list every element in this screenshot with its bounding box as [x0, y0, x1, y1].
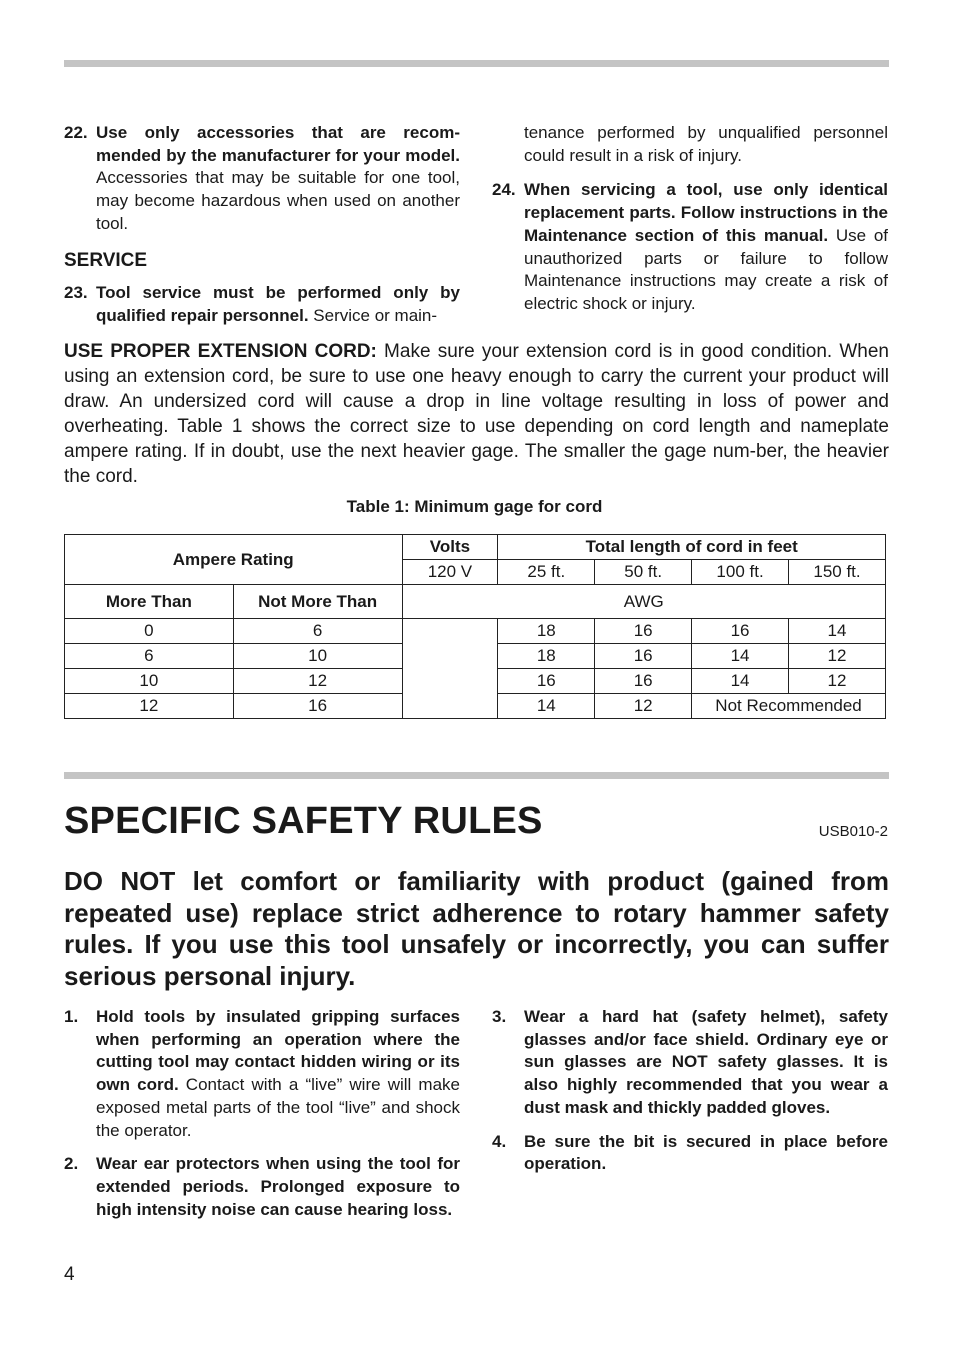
- item-bold-text: When servicing a tool, use only identical replacement parts. Follow instructions in the Maintenance section of this manual.: [524, 180, 888, 245]
- table-cell: 16: [233, 694, 402, 719]
- table-title: Table 1: Minimum gage for cord: [346, 497, 603, 516]
- not-more-than-header: Not More Than: [233, 585, 402, 619]
- bottom-left-column: [64, 1006, 460, 1221]
- rule-item-1: [64, 1006, 460, 1142]
- item-number: 1.: [64, 1007, 79, 1026]
- length-header: 25 ft.: [498, 560, 595, 585]
- table-cell: 14: [692, 669, 789, 694]
- rule-item-3: [492, 1006, 888, 1120]
- length-header: 150 ft.: [789, 560, 886, 585]
- table-header-row: [65, 535, 886, 560]
- table-cell: 16: [595, 644, 692, 669]
- table-cell: 14: [498, 694, 595, 719]
- voltage-cell: 120 V: [402, 560, 498, 585]
- item-number: 23.: [64, 283, 88, 303]
- table-cell: 14: [692, 644, 789, 669]
- rule-item-2: [64, 1153, 460, 1221]
- item-text: Service or main-: [308, 305, 438, 325]
- item-text: tenance performed by unqualified personnel could result in a risk of injury.: [524, 123, 888, 165]
- table-cell: 6: [233, 619, 402, 644]
- cord-gage-table: [64, 534, 886, 719]
- table-cell: 18: [498, 619, 595, 644]
- item-number: 3.: [492, 1007, 507, 1026]
- table-row: [65, 619, 886, 644]
- extension-cord-paragraph: [64, 339, 889, 489]
- total-length-header: Total length of cord in feet: [498, 535, 886, 560]
- top-divider: [64, 60, 889, 67]
- rule-item-4: [492, 1131, 888, 1176]
- item-number: 4.: [492, 1131, 507, 1151]
- item-number: 2.: [64, 1154, 79, 1174]
- length-header: 100 ft.: [692, 560, 789, 585]
- top-right-column: [492, 122, 888, 316]
- not-recommended-cell: Not Recommended: [692, 694, 886, 719]
- table-cell: 0: [65, 619, 234, 644]
- table-cell: 12: [233, 669, 402, 694]
- item-text: Accessories that may be suitable for one tool, may become hazardous when used on another tool.: [96, 168, 460, 233]
- rule-item-22: [64, 122, 460, 236]
- item-bold-text: Wear ear protectors when using the tool for extended periods. Prolonged exposure to high intensity noise can cause hearing loss.: [96, 1154, 460, 1219]
- volts-blank-cell: [402, 619, 498, 719]
- item-bold-text: Be sure the bit is secured in place before operation.: [524, 1131, 888, 1174]
- section-divider: [64, 772, 889, 779]
- item-text: Contact with a “live” wire will make exposed metal parts of the tool “live” and shock the operator.: [96, 1075, 461, 1140]
- table-cell: 12: [789, 644, 886, 669]
- table-header-row: [65, 585, 886, 619]
- table-cell: 10: [65, 669, 234, 694]
- ampere-rating-header: Ampere Rating: [65, 535, 403, 585]
- table-cell: 16: [595, 669, 692, 694]
- top-left-column: [64, 122, 460, 328]
- section-title: SPECIFIC SAFETY RULES: [64, 800, 543, 842]
- rule-item-24: [492, 179, 888, 315]
- length-header: 50 ft.: [595, 560, 692, 585]
- table-cell: 16: [692, 619, 789, 644]
- bottom-right-column: [492, 1006, 888, 1176]
- volts-header: Volts: [402, 535, 498, 560]
- page-number: 4: [64, 1264, 75, 1285]
- table-cell: 6: [65, 644, 234, 669]
- document-code: USB010-2: [818, 823, 888, 840]
- extension-cord-lead: USE PROPER EXTENSION CORD:: [64, 341, 377, 362]
- table-cell: 12: [65, 694, 234, 719]
- item-bold-text: Wear a hard hat (safety helmet), safety glasses and/or face shield. Ordinary eye or sun glasses are NOT safety glasses. It is also highly recommended that you wear a dust mask and thickly padded gloves.: [524, 1007, 888, 1117]
- rule-item-23-continued: [492, 122, 888, 167]
- item-bold-text: Hold tools by insulated gripping surfaces when performing an operation where the cutting tool may contact hidden wiring or its own cord.: [96, 1007, 460, 1095]
- service-heading: SERVICE: [64, 249, 148, 271]
- table-cell: 12: [595, 694, 692, 719]
- table-cell: 14: [789, 619, 886, 644]
- more-than-header: More Than: [65, 585, 234, 619]
- extension-cord-text: Make sure your extension cord is in good condition. When using an extension cord, be sure to use one heavy enough to carry the current your product will draw. An undersized cord will cause a drop in line voltage resulting in loss of power and overheating. Table 1 shows the correct size to use depending on cord length and nameplate ampere rating. If in doubt, use the next heavier gage. The smaller the gage num-ber, the heavier the cord.: [64, 341, 889, 487]
- warning-statement: DO NOT let comfort or familiarity with product (gained from repeated use) replace strict adherence to rotary hammer safety rules. If you use this tool unsafely or incorrectly, you can suffer serious personal injury.: [64, 866, 889, 991]
- table-cell: 18: [498, 644, 595, 669]
- item-bold-text: Tool service must be performed only by qualified repair personnel.: [96, 283, 460, 325]
- table-cell: 12: [789, 669, 886, 694]
- item-number: 22.: [64, 123, 88, 142]
- item-number: 24.: [492, 180, 516, 200]
- table-cell: 16: [595, 619, 692, 644]
- awg-header: AWG: [402, 585, 886, 619]
- item-text: Use of unauthorized parts or failure to follow Maintenance instructions may create a risk of electric shock or injury.: [524, 225, 889, 313]
- rule-item-23: [64, 282, 460, 327]
- item-bold-text: Use only accessories that are recom-mended by the manufacturer for your model.: [96, 123, 460, 165]
- table-cell: 10: [233, 644, 402, 669]
- table-cell: 16: [498, 669, 595, 694]
